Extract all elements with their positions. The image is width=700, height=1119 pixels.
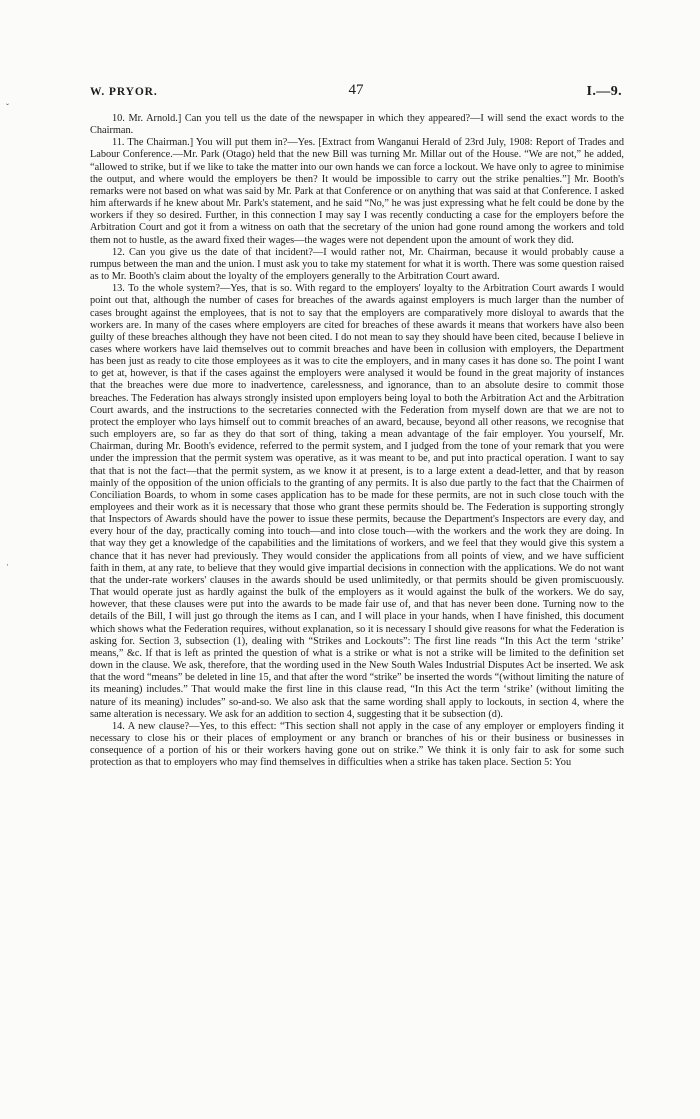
paragraph-12: 12. Can you give us the date of that incident?—I would rather not, Mr. Chairman, because it would probably cause a rumpus between the man and the union. I must ask you to take my statement for what it is worth. There was some question raised as to Mr. Booth's claim about the loyalty of the employers generally to the Arbitration Court award. xyxy=(90,246,624,283)
margin-mark: · xyxy=(6,560,9,570)
running-head-witness: W. PRYOR. xyxy=(90,86,158,98)
page-header xyxy=(90,82,622,104)
page-number: 47 xyxy=(348,82,364,98)
paragraph-11: 11. The Chairman.] You will put them in?—Yes. [Extract from Wanganui Herald of 23rd July, 1908: Report of Trades and Labour Conference.—Mr. Park (Otago) held that the new Bill was turning Mr. Millar out of the House. “We are not,” he added, “allowed to strike, but if we like to take the matter into our own hands we can force a lockout. We have only to agree to minimise the output, and where would the employers be then? It would be impossible to carry out the strike penalties.”] Mr. Booth's remarks were not based on what was said by Mr. Park at that Conference or on anything that was said at that Conference. I asked him afterwards if he knew about Mr. Park's statement, and he said “No,” he was just expressing what he felt could be done by the workers if they so desired. Further, in this connection I may say I was recently conducting a case for the employers before the Arbitration Court and got it from a witness on oath that the secretary of the union had gone round among the workers and told them not to hustle, as the award fixed their wages—the wages were not dependent upon the amount of work they did. xyxy=(90,137,624,246)
paragraph-14: 14. A new clause?—Yes, to this effect: “This section shall not apply in the case of any employer or employers finding it necessary to close his or their places of employment or any branch or branches of his or their business or businesses in consequence of a portion of his or their workers having gone out on strike.” We think it is only fair to ask for some such protection as that to employers who may find themselves in difficulties when a strike has taken place. Section 5: You xyxy=(90,720,624,769)
paper-reference: I.—9. xyxy=(586,84,622,99)
paragraph-13: 13. To the whole system?—Yes, that is so. With regard to the employers' loyalty to the Arbitration Court awards I would point out that, although the number of cases for breaches of the awards against employers is much larger than the number of cases brought against the employees, that is not to say that the employers are comparatively more disloyal to awards that the workers are. In many of the cases where employers are cited for breaches of these awards it means that workers have also been guilty of these breaches although they have not been cited. I do not mean to say they should have been cited, because I believe in cases where workers have laid themselves out to commit breaches and have been in collusion with employers, the Department has been just as ready to cite those employees as it was to cite the employers, and in many cases it has done so. The point I want to get at, however, is that if the cases against the employers were analysed it would be found in the great majority of instances that the breaches were due more to inadvertence, carelessness, and ignorance, than to an absolute desire to commit those breaches. The Federation has always strongly insisted upon employers being loyal to both the Arbitration Act and the Arbitration Court awards, and the instructions to the secretaries connected with the Federation from myself down are that we are not to protect the employer who lays himself out to commit breaches of an award, because, beyond all other reasons, we recognise that such employers are, so far as they do that sort of thing, taking a mean advantage of the fair employer. You yourself, Mr. Chairman, during Mr. Booth's evidence, referred to the permit system, and I judged from the tone of your remark that you were under the impression that the permit system was operative, as it was meant to be, and put into practical operation. I want to say that that is not the fact—that the permit system, as we know it at present, is to a large extent a dead-letter, and that by reason mainly of the opposition of the union officials to the granting of any permits. It is also due partly to the fact that the Chairmen of Conciliation Boards, to whom in some cases application has to be made for these permits, are not in such close touch with the employees and their work as it is necessary that those who grant these permits should be. The Federation is supporting strongly that Inspectors of Awards should have the power to issue these permits, because the Department's Inspectors are every day, and every hour of the day, practically coming into touch—and into close touch—with the workers and the work they are doing. In that way they get a knowledge of the capabilities and the limitations of workers, and we feel that they would give this system a chance that it has never had previously. They would consider the applications from all points of view, and we have sufficient faith in them, at any rate, to believe that they would give impartial decisions in connection with the applications. We do not want that the under-rate workers' clauses in the awards should be used unlimitedly, or that permits should be given promiscuously. That would operate just as hardly against the bulk of the employers as it would against the bulk of the workers. We do say, however, that these clauses were put into the awards to be made fair use of, and that has never been done. Turning now to the details of the Bill, I will just go through the items as I can, and I will place in your hands, when I have finished, this document which shows what the Federation requires, without explanation, so it is necessary I should give reasons for what the Federation is asking for. Section 3, subsection (1), dealing with “Strikes and Lockouts”: The first line reads “In this Act the term ‘strike’ means,” &c. If that is left as printed the question of what is a strike or what is not a strike will be limited to the definition set down in the clause. We ask, therefore, that the wording used in the New South Wales Industrial Disputes Act be inserted. We ask that the word “means” be deleted in line 15, and that after the word “strike” be inserted the words “(without limiting the nature of its meaning) includes.” That would make the first line in this clause read, “In this Act the term ‘strike’ (without limiting the nature of its meaning) includes” so-and-so. We also ask that the same wording shall apply to lockouts, in section 4, where the same alteration is necessary. We ask for an addition to section 4, suggesting that it be subsection (d). xyxy=(90,283,624,720)
paragraph-10: 10. Mr. Arnold.] Can you tell us the date of the newspaper in which they appeared?—I will send the exact words to the Chairman. xyxy=(90,113,624,137)
evidence-text xyxy=(90,113,624,769)
margin-mark: ˇ xyxy=(6,102,9,112)
